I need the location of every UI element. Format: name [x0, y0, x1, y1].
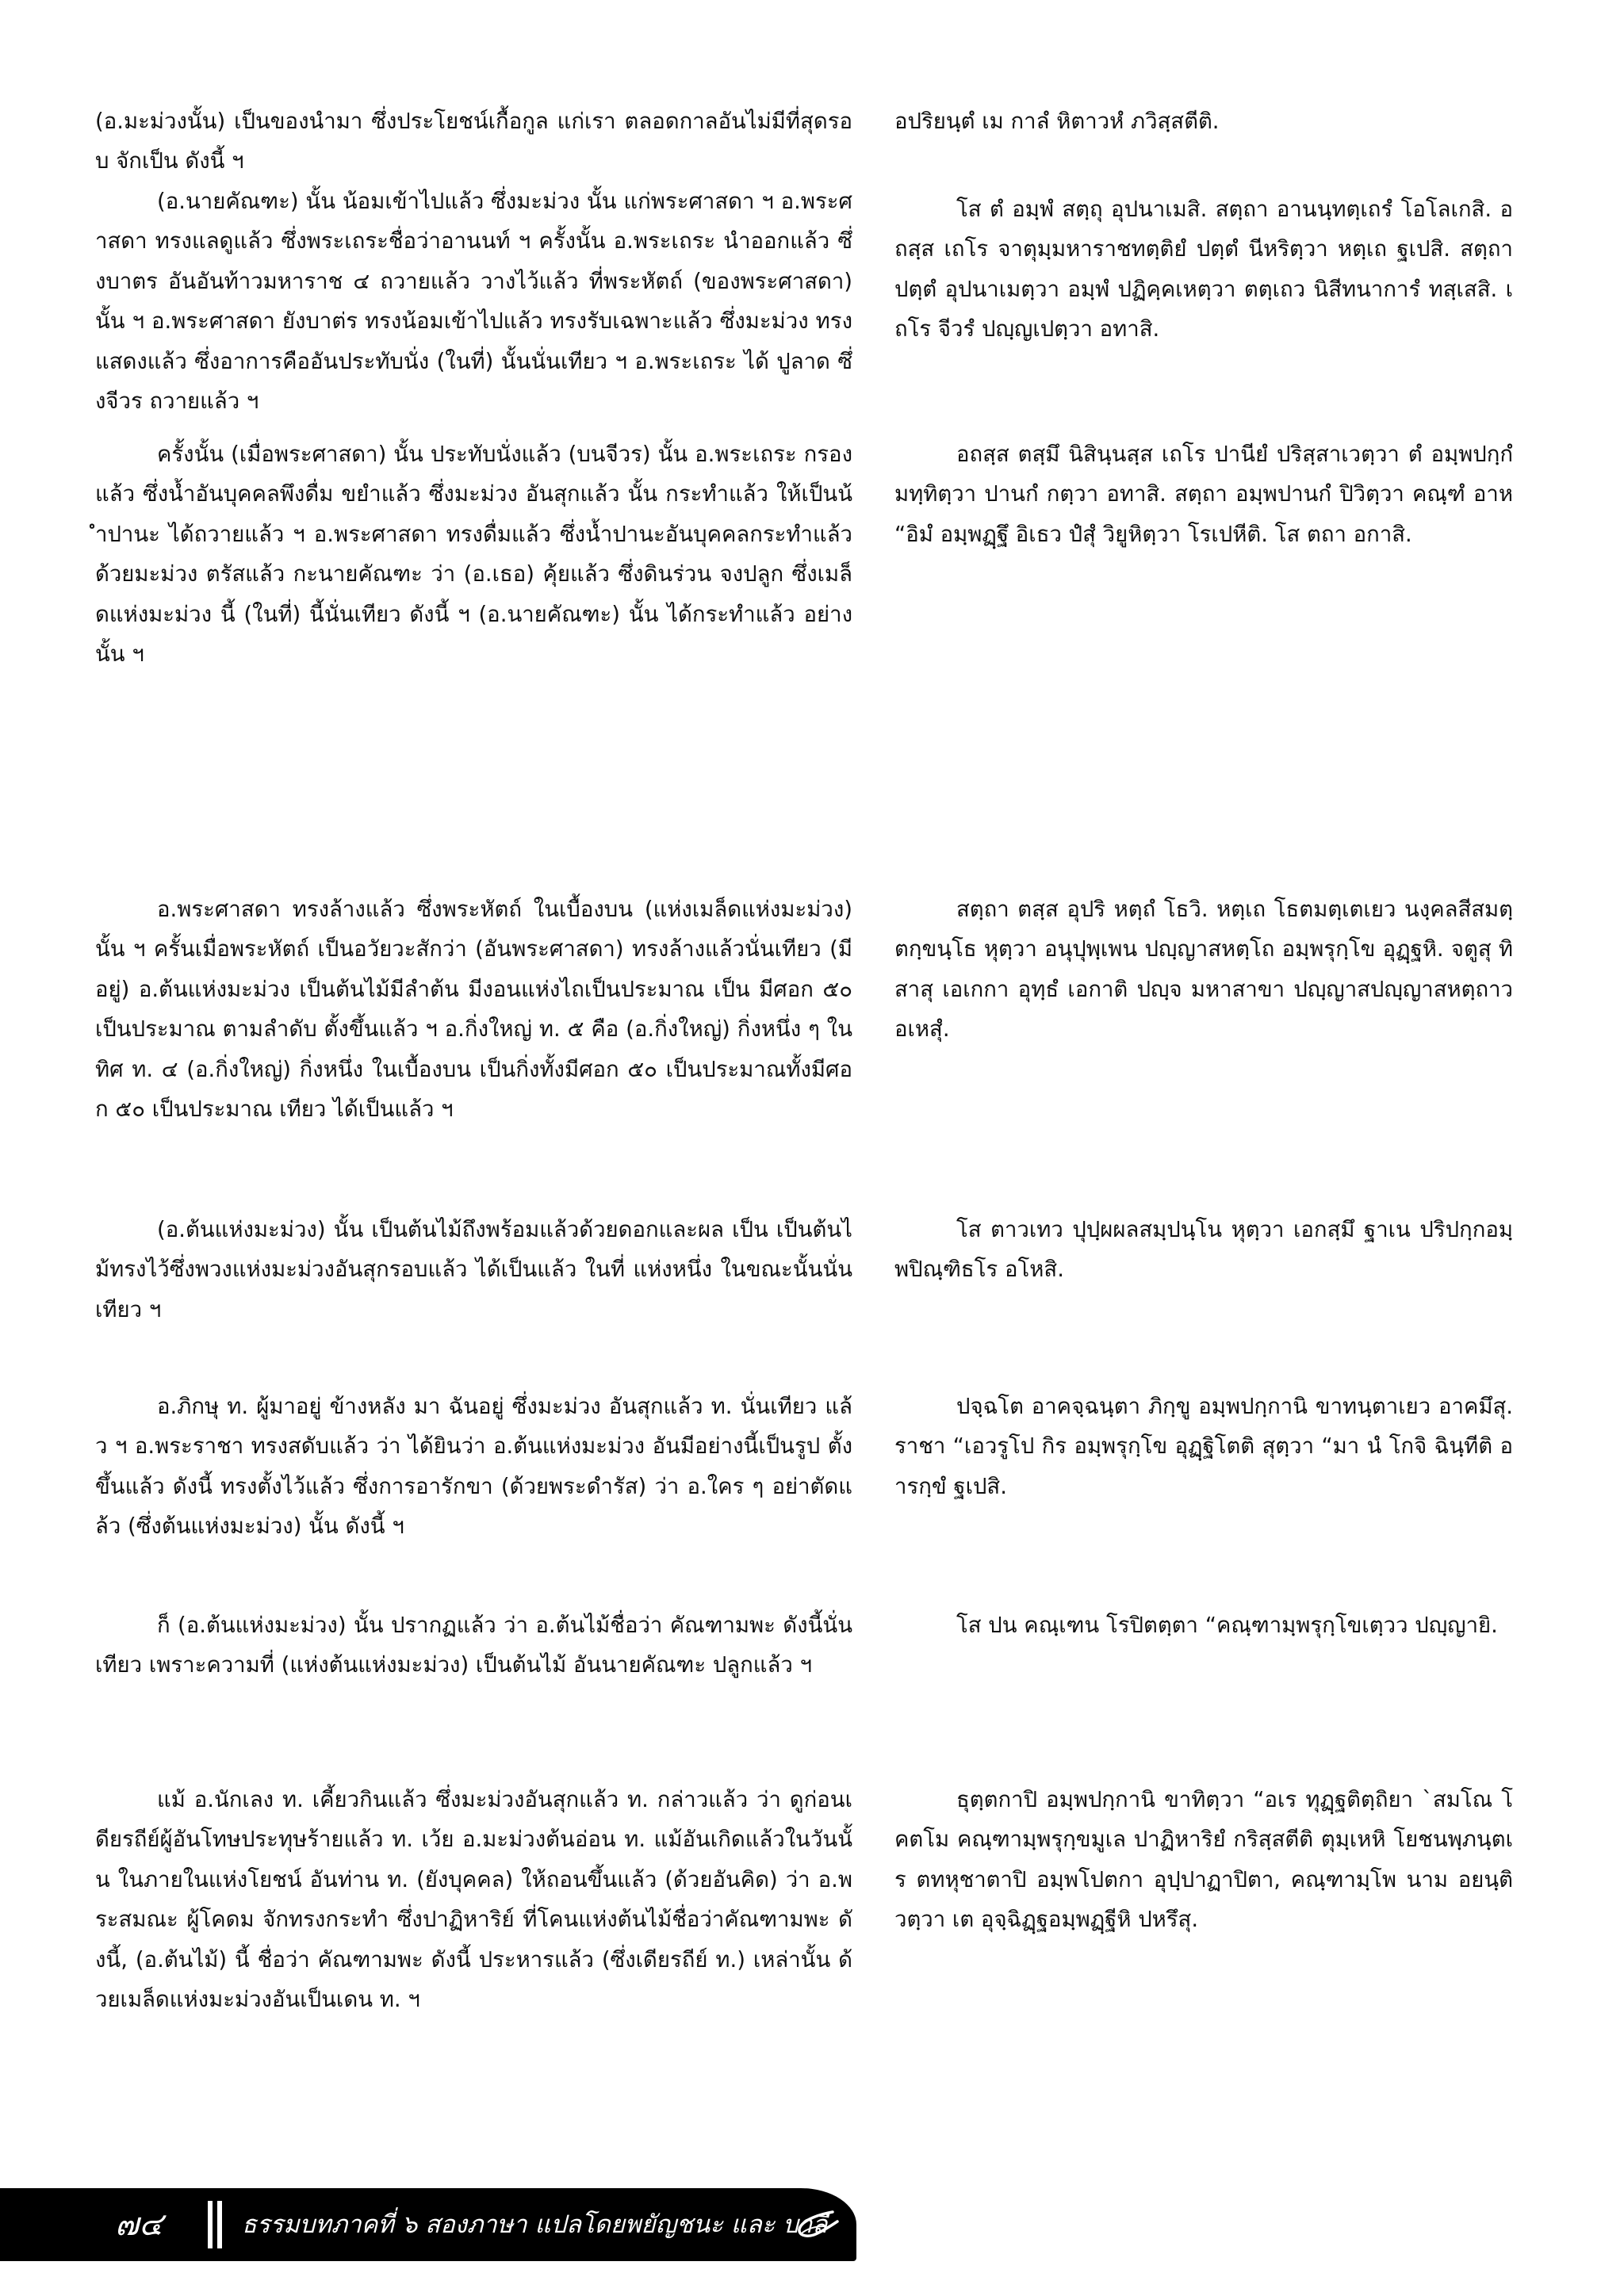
- thai-paragraph: แม้ อ.นักเลง ท. เคี้ยวกินแล้ว ซึ่งมะม่วงอันสุกแล้ว ท. กล่าวแล้ว ว่า ดูก่อนเดียรถีย์ผู้อันโทษประทุษร้ายแล้ว ท. เว้ย อ.มะม่วงต้นอ่อน ท. แม้อันเกิดแล้วในวันนั้น ในภายในแห่งโยชน์ อันท่าน ท. (ยังบุคคล) ให้ถอนขึ้นแล้ว (ด้วยอันคิด) ว่า อ.พระสมณะ ผู้โคดม จักทรงกระทำ ซึ่งปาฏิหาริย์ ที่โคนแห่งต้นไม้ชื่อว่าคัณฑามพะ ดังนี้, (อ.ต้นไม้) นี้ ชื่อว่า คัณฑามพะ ดังนี้ ประหารแล้ว (ซึ่งเดียรถีย์ ท.) เหล่านั้น ด้วยเมล็ดแห่งมะม่วงอันเป็นเดน ท. ฯ: [95, 1787, 852, 2013]
- pali-paragraph: ปจฺฉโต อาคจฺฉนฺตา ภิกฺขู อมฺพปกฺกานิ ขาทนฺตาเยว อาคมึสุ. ราชา “เอวรูโป กิร อมฺพรุกฺโข อุฏฺฐิโตติ สุตฺวา “มา นํ โกจิ ฉินฺทีติ อารกฺขํ ฐเปสิ.: [894, 1394, 1513, 1499]
- page-number: ๗๔: [115, 2206, 163, 2243]
- pali-paragraph: โส ตํ อมฺพํ สตฺถุ อุปนาเมสิ. สตฺถา อานนฺทตฺเถรํ โอโลเกสิ. อถสฺส เถโร จาตุมฺมหาราชทตฺติยํ ปตฺตํ นีหริตฺวา หตฺเถ ฐเปสิ. สตฺถา ปตฺตํ อุปนาเมตฺวา อมฺพํ ปฏิคฺคเหตฺวา ตตฺเถว นิสีทนาการํ ทสฺเสสิ. เถโร จีวรํ ปญฺญเปตฺวา อทาสิ.: [894, 197, 1513, 342]
- thai-paragraph: ครั้งนั้น (เมื่อพระศาสดา) นั้น ประทับนั่งแล้ว (บนจีวร) นั้น อ.พระเถระ กรองแล้ว ซึ่งน้ำอันบุคคลพึงดื่ม ขยำแล้ว ซึ่งมะม่วง อันสุกแล้ว นั้น กระทำแล้ว ให้เป็นน้ำปานะ ได้ถวายแล้ว ฯ อ.พระศาสดา ทรงดื่มแล้ว ซึ่งน้ำปานะอันบุคคลกระทำแล้ว ด้วยมะม่วง ตรัสแล้ว กะนายคัณฑะ ว่า (อ.เธอ) คุ้ยแล้ว ซึ่งดินร่วน จงปลูก ซึ่งเมล็ดแห่งมะม่วง นี้ (ในที่) นี้นั่นเทียว ดังนี้ ฯ (อ.นายคัณฑะ) นั้น ได้กระทำแล้ว อย่างนั้น ฯ: [95, 442, 852, 668]
- footer-divider: [217, 2201, 222, 2248]
- thai-paragraph: อ.พระศาสดา ทรงล้างแล้ว ซึ่งพระหัตถ์ ในเบื้องบน (แห่งเมล็ดแห่งมะม่วง) นั้น ฯ ครั้นเมื่อพระหัตถ์ เป็นอวัยวะสักว่า (อันพระศาสดา) ทรงล้างแล้วนั่นเทียว (มีอยู่) อ.ต้นแห่งมะม่วง เป็นต้นไม้มีลำต้น มีงอนแห่งไถเป็นประมาณ เป็น มีศอก ๕๐ เป็นประมาณ ตามลำดับ ตั้งขึ้นแล้ว ฯ อ.กิ่งใหญ่ ท. ๕ คือ (อ.กิ่งใหญ่) กิ่งหนึ่ง ๆ ในทิศ ท. ๔ (อ.กิ่งใหญ่) กิ่งหนึ่ง ในเบื้องบน เป็นกิ่งทั้งมีศอก ๕๐ เป็นประมาณทั้งมีศอก ๕๐ เป็นประมาณ เทียว ได้เป็นแล้ว ฯ: [95, 897, 852, 1123]
- pali-paragraph: โส ปน คณฺเฑน โรปิตตฺตา “คณฺฑามฺพรุกฺโขเตฺวว ปญฺญายิ.: [956, 1613, 1498, 1638]
- thai-paragraph: (อ.นายคัณฑะ) นั้น น้อมเข้าไปแล้ว ซึ่งมะม่วง นั้น แก่พระศาสดา ฯ อ.พระศาสดา ทรงแลดูแล้ว ซึ่งพระเถระชื่อว่าอานนท์ ฯ ครั้งนั้น อ.พระเถระ นำออกแล้ว ซึ่งบาตร อันอันท้าวมหาราช ๔ ถวายแล้ว วางไว้แล้ว ที่พระหัตถ์ (ของพระศาสดา) นั้น ฯ อ.พระศาสดา ยังบาต่ร ทรงน้อมเข้าไปแล้ว ทรงรับเฉพาะแล้ว ซึ่งมะม่วง ทรงแสดงแล้ว ซึ่งอาการคืออันประทับนั่ง (ในที่) นั้นนั่นเทียว ฯ อ.พระเถระ ได้ ปูลาด ซึ่งจีวร ถวายแล้ว ฯ: [95, 189, 852, 415]
- pali-paragraph: โส ตาวเทว ปุปฺผผลสมฺปนฺโน หุตฺวา เอกสฺมึ ฐาเน ปริปกฺกอมฺพปิณฺฑิธโร อโหสิ.: [894, 1217, 1513, 1283]
- thai-paragraph: ก็ (อ.ต้นแห่งมะม่วง) นั้น ปรากฏแล้ว ว่า อ.ต้นไม้ชื่อว่า คัณฑามพะ ดังนี้นั่นเทียว เพราะความที่ (แห่งต้นแห่งมะม่วง) เป็นต้นไม้ อันนายคัณฑะ ปลูกแล้ว ฯ: [95, 1613, 852, 1678]
- flourish-ornament-icon: [793, 2209, 841, 2241]
- footer-divider: [208, 2201, 213, 2248]
- pali-paragraph: ธุตฺตกาปิ อมฺพปกฺกานิ ขาทิตฺวา “อเร ทุฏฺฐติตฺถิยา `สมโณ โคตโม คณฺฑามฺพรุกฺขมูเล ปาฏิหาริยํ กริสฺสตีติ ตุมฺเหหิ โยชนพฺภนฺตเร ตทหุชาตาปิ อมฺพโปตกา อุปฺปาฏาปิตา, คณฺฑามฺโพ นาม อยนฺติ วตฺวา เต อุจฺฉิฏฺฐอมฺพฏฺฐีหิ ปหรึสุ.: [894, 1787, 1513, 1933]
- page-footer: [0, 2188, 856, 2261]
- pali-paragraph: อถสฺส ตสฺมึ นิสินฺนสฺส เถโร ปานียํ ปริสฺสาเวตฺวา ตํ อมฺพปกฺกํ มทฺทิตฺวา ปานกํ กตฺวา อทาสิ. สตฺถา อมฺพปานกํ ปิวิตฺวา คณฺฑํ อาห “อิมํ อมฺพฏฺฐึ อิเธว ปํสุํ วิยูหิตฺวา โรเปหีติ. โส ตถา อกาสิ.: [894, 442, 1513, 547]
- pali-paragraph: อปริยนฺตํ เม กาลํ หิตาวหํ ภวิสฺสตีติ.: [894, 109, 1220, 134]
- thai-paragraph: (อ.ต้นแห่งมะม่วง) นั้น เป็นต้นไม้ถึงพร้อมแล้วด้วยดอกและผล เป็น เป็นต้นไม้ทรงไว้ซึ่งพวงแห่งมะม่วงอันสุกรอบแล้ว ได้เป็นแล้ว ในที่ แห่งหนึ่ง ในขณะนั้นนั่นเทียว ฯ: [95, 1217, 852, 1322]
- pali-paragraph: สตฺถา ตสฺส อุปริ หตฺถํ โธวิ. หตฺเถ โธตมตฺเตเยว นงฺคลสีสมตฺตกฺขนฺโธ หุตฺวา อนุปุพฺเพน ปญฺญาสหตฺโถ อมฺพรุกฺโข อุฏฺฐหิ. จตูสุ ทิสาสุ เอเกกา อุทฺธํ เอกาติ ปญฺจ มหาสาขา ปญฺญาสปญฺญาสหตฺถาว อเหสุํ.: [894, 897, 1513, 1043]
- thai-paragraph: (อ.มะม่วงนั้น) เป็นของนำมา ซึ่งประโยชน์เกื้อกูล แก่เรา ตลอดกาลอันไม่มีที่สุดรอบ จักเป็น ดังนี้ ฯ: [95, 109, 852, 174]
- running-title: ธรรมบทภาคที่ ๖ สองภาษา แปลโดยพยัญชนะ และ บาลี: [242, 2210, 828, 2239]
- thai-paragraph: อ.ภิกษุ ท. ผู้มาอยู่ ข้างหลัง มา ฉันอยู่ ซึ่งมะม่วง อันสุกแล้ว ท. นั่นเทียว แล้ว ฯ อ.พระราชา ทรงสดับแล้ว ว่า ได้ยินว่า อ.ต้นแห่งมะม่วง อันมีอย่างนี้เป็นรูป ตั้งขึ้นแล้ว ดังนี้ ทรงตั้งไว้แล้ว ซึ่งการอารักขา (ด้วยพระดำรัส) ว่า อ.ใคร ๆ อย่าตัดแล้ว (ซึ่งต้นแห่งมะม่วง) นั้น ดังนี้ ฯ: [95, 1394, 852, 1540]
